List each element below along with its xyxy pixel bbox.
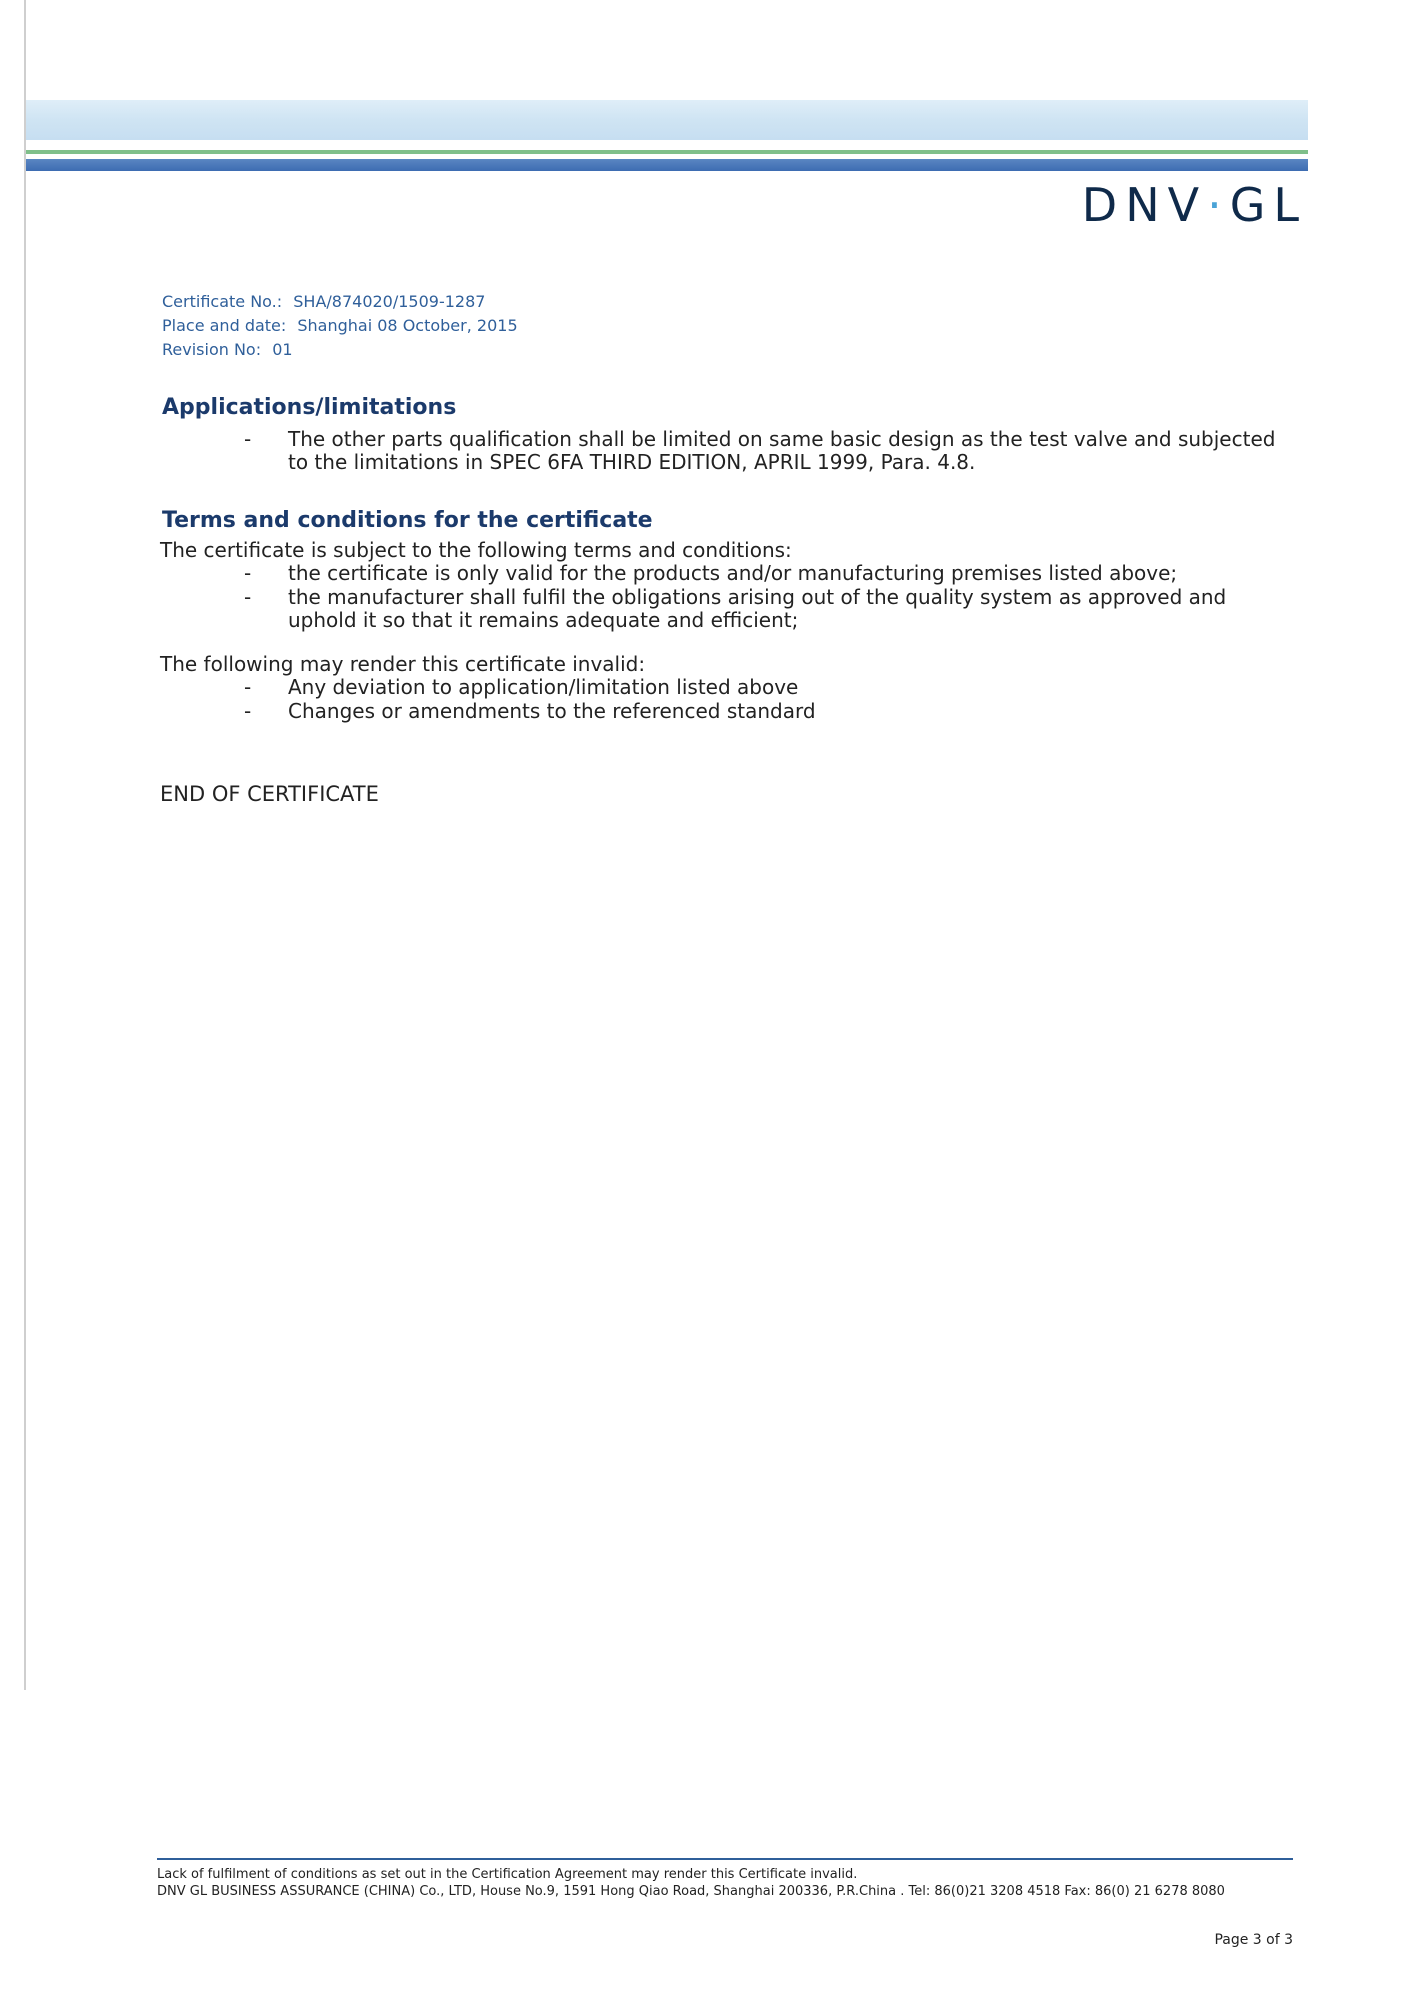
certificate-number-row <box>162 290 524 314</box>
terms-title: Terms and conditions for the certificate <box>162 508 653 533</box>
bullet-dash: - <box>244 427 252 451</box>
logo-dot: · <box>1207 178 1230 232</box>
footer-address: DNV GL BUSINESS ASSURANCE (CHINA) Co., LTD, House No.9, 1591 Hong Qiao Road, Shanghai 200336, P.R.China . Tel: 86(0)21 3208 4518 Fax: 86(0) 21 6278 8080 <box>157 1884 1225 1899</box>
header-rule-green <box>26 150 1308 154</box>
footer-rule <box>157 1858 1293 1860</box>
end-of-certificate: END OF CERTIFICATE <box>160 782 379 806</box>
revision-row <box>162 338 524 362</box>
logo-dnv: DNV <box>1081 178 1208 232</box>
certificate-meta <box>162 290 524 362</box>
invalid-item-text: Changes or amendments to the referenced standard <box>288 699 816 723</box>
terms-item-text: the certificate is only valid for the products and/or manufacturing premises listed above; <box>288 561 1178 585</box>
certificate-number-value: SHA/874020/1509-1287 <box>293 292 486 311</box>
page-number: Page 3 of 3 <box>1214 1932 1293 1948</box>
dnv-gl-logo <box>1082 178 1307 232</box>
terms-item-text: the manufacturer shall fulfil the obligations arising out of the quality system as approved and uphold it so that it remains adequate and efficient; <box>288 585 1227 632</box>
footer-text <box>157 1866 1293 1900</box>
place-date-label: Place and date: <box>162 316 287 335</box>
invalid-item-text: Any deviation to application/limitation listed above <box>288 675 799 699</box>
place-date-value: Shanghai 08 October, 2015 <box>297 316 518 335</box>
bullet-dash: - <box>244 561 252 585</box>
footer-disclaimer: Lack of fulfilment of conditions as set out in the Certification Agreement may render this Certificate invalid. <box>157 1867 858 1882</box>
invalid-intro: The following may render this certificate invalid: <box>160 652 646 676</box>
certificate-number-label: Certificate No.: <box>162 292 283 311</box>
place-date-row <box>162 314 524 338</box>
bullet-dash: - <box>244 699 252 723</box>
revision-label: Revision No: <box>162 340 262 359</box>
page-edge-line <box>24 0 26 1690</box>
applications-item-text: The other parts qualification shall be limited on same basic design as the test valve and subjected to the limitations in SPEC 6FA THIRD EDITION, APRIL 1999, Para. 4.8. <box>288 427 1276 474</box>
logo-gl: GL <box>1229 178 1307 232</box>
applications-title: Applications/limitations <box>162 395 457 420</box>
header-band <box>26 100 1308 140</box>
terms-intro: The certificate is subject to the following terms and conditions: <box>160 538 792 562</box>
revision-value: 01 <box>272 340 293 359</box>
header-rule-blue <box>26 159 1308 171</box>
bullet-dash: - <box>244 585 252 609</box>
bullet-dash: - <box>244 675 252 699</box>
